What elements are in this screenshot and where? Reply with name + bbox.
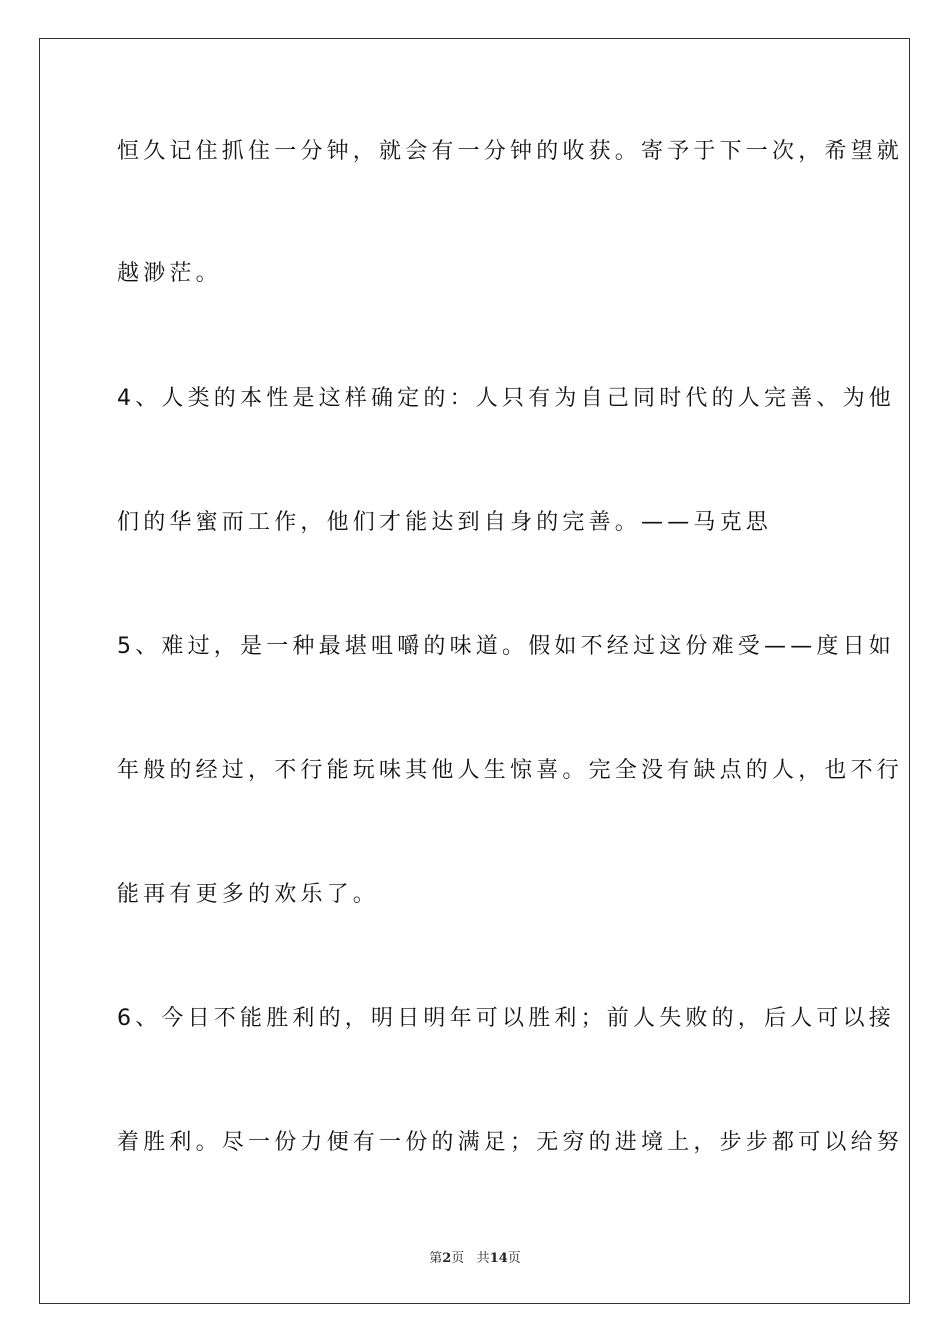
- text-line: 能再有更多的欢乐了。: [117, 882, 380, 907]
- text-line: 恒久记住抓住一分钟，就会有一分钟的收获。寄予于下一次，希望就: [117, 139, 904, 164]
- page-unit: 页: [451, 1251, 465, 1266]
- page-prefix: 第: [429, 1251, 443, 1266]
- text-line: 年般的经过，不行能玩味其他人生惊喜。完全没有缺点的人，也不行: [117, 758, 904, 783]
- page-border: [39, 38, 910, 1304]
- page-footer: [0, 1247, 950, 1266]
- total-unit: 页: [507, 1251, 521, 1266]
- text-line: 6、今日不能胜利的，明日明年可以胜利；前人失败的，后人可以接: [117, 1006, 895, 1031]
- page-current: 2: [442, 1251, 452, 1266]
- text-line: 着胜利。尽一份力便有一份的满足；无穷的进境上，步步都可以给努: [117, 1130, 904, 1155]
- text-line: 5、难过，是一种最堪咀嚼的味道。假如不经过这份难受——度日如: [117, 634, 895, 659]
- text-line: 越渺茫。: [117, 261, 222, 286]
- page-total: 14: [489, 1251, 508, 1266]
- text-line: 4、人类的本性是这样确定的：人只有为自己同时代的人完善、为他: [117, 386, 895, 411]
- total-prefix: 共: [476, 1251, 490, 1266]
- text-line: 们的华蜜而工作，他们才能达到自身的完善。——马克思: [117, 510, 773, 535]
